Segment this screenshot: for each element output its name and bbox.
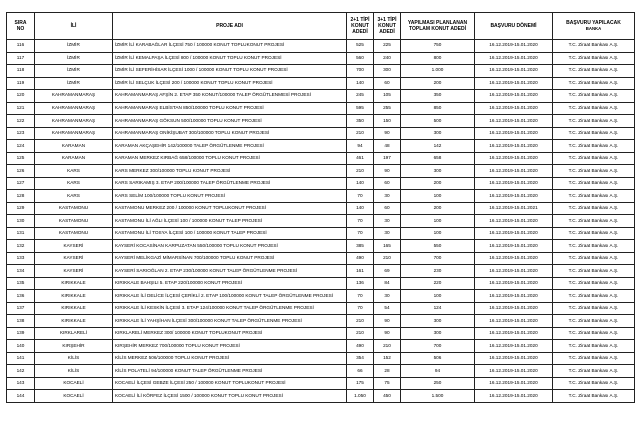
cell-il: KASTAMONU <box>35 227 113 240</box>
cell-tip31: 165 <box>374 240 401 253</box>
cell-tip21: 140 <box>347 177 374 190</box>
cell-banka: T.C. Ziraat Bankası A.Ş. <box>553 202 635 215</box>
cell-banka: T.C. Ziraat Bankası A.Ş. <box>553 340 635 353</box>
table-row <box>7 290 635 303</box>
cell-tip21: 1.050 <box>347 390 374 403</box>
table-row <box>7 152 635 165</box>
cell-tip21: 490 <box>347 252 374 265</box>
cell-il: İZMİR <box>35 65 113 78</box>
cell-donem: 16.12.2019-15.01.2020 <box>475 65 553 78</box>
cell-no: 143 <box>7 377 35 390</box>
cell-tip21: 595 <box>347 102 374 115</box>
cell-tip21: 70 <box>347 290 374 303</box>
cell-tip31: 30 <box>374 190 401 203</box>
cell-toplam: 230 <box>401 265 475 278</box>
cell-tip31: 30 <box>374 227 401 240</box>
cell-il: KASTAMONU <box>35 215 113 228</box>
cell-donem: 16.12.2019-15.01.2020 <box>475 352 553 365</box>
cell-toplam: 700 <box>401 252 475 265</box>
table-row <box>7 177 635 190</box>
cell-donem: 16.12.2019-15.01.2020 <box>475 302 553 315</box>
cell-donem: 16.12.2019-15.01.2020 <box>475 40 553 53</box>
cell-banka: T.C. Ziraat Bankası A.Ş. <box>553 115 635 128</box>
cell-donem: 16.12.2019-15.01.2020 <box>475 90 553 103</box>
cell-toplam: 700 <box>401 340 475 353</box>
header-tip21: 2+1 TİPİ KONUT ADEDİ <box>347 13 374 40</box>
cell-tip31: 54 <box>374 302 401 315</box>
table-row <box>7 277 635 290</box>
cell-tip21: 525 <box>347 40 374 53</box>
cell-banka: T.C. Ziraat Bankası A.Ş. <box>553 327 635 340</box>
cell-tip31: 225 <box>374 40 401 53</box>
cell-donem: 16.12.2019-15.01.2020 <box>475 152 553 165</box>
table-row <box>7 115 635 128</box>
cell-tip31: 105 <box>374 90 401 103</box>
cell-toplam: 200 <box>401 177 475 190</box>
cell-donem: 16.12.2019-15.01.2020 <box>475 177 553 190</box>
cell-proje: İZMİR İLİ KEMALPAŞA İLÇESİ 800 / 100000 KONUT TOPLU KONUT PROJESİ <box>113 52 347 65</box>
cell-tip21: 70 <box>347 215 374 228</box>
cell-banka: T.C. Ziraat Bankası A.Ş. <box>553 215 635 228</box>
cell-tip31: 150 <box>374 115 401 128</box>
cell-tip21: 140 <box>347 77 374 90</box>
cell-tip21: 210 <box>347 315 374 328</box>
table-row <box>7 252 635 265</box>
cell-proje: KAYSERİ MELİKGAZİ MİMARSİNAN 700/100000 TOPLU KONUT PROJESİ <box>113 252 347 265</box>
cell-il: KIRIKKALE <box>35 315 113 328</box>
cell-toplam: 300 <box>401 127 475 140</box>
cell-no: 141 <box>7 352 35 365</box>
table-row <box>7 302 635 315</box>
cell-no: 131 <box>7 227 35 240</box>
cell-tip21: 70 <box>347 302 374 315</box>
cell-tip31: 90 <box>374 165 401 178</box>
cell-tip21: 140 <box>347 202 374 215</box>
cell-tip31: 210 <box>374 340 401 353</box>
table-row <box>7 377 635 390</box>
cell-proje: KİLİS MERKEZ 506/100000 TOPLU KONUT PROJESİ <box>113 352 347 365</box>
cell-proje: KARS SELİM 100/100000 TOPLU KONUT PROJESİ <box>113 190 347 203</box>
cell-toplam: 100 <box>401 215 475 228</box>
project-table <box>6 12 635 403</box>
cell-toplam: 850 <box>401 102 475 115</box>
table-row <box>7 227 635 240</box>
cell-il: KAHRAMANMARAŞ <box>35 102 113 115</box>
cell-il: KARS <box>35 190 113 203</box>
header-tip31: 3+1 TİPİ KONUT ADEDİ <box>374 13 401 40</box>
table-row <box>7 65 635 78</box>
table-row <box>7 265 635 278</box>
cell-tip31: 450 <box>374 390 401 403</box>
cell-no: 125 <box>7 152 35 165</box>
cell-no: 136 <box>7 290 35 303</box>
table-row <box>7 215 635 228</box>
cell-no: 132 <box>7 240 35 253</box>
cell-donem: 16.12.2019-15.01.2020 <box>475 227 553 240</box>
cell-no: 116 <box>7 40 35 53</box>
cell-donem: 16.12.2019-15.01.2020 <box>475 390 553 403</box>
cell-proje: KARS SARIKAMIŞ 3. ETAP 200/100000 TALEP ÖRGÜTLENME PROJESİ <box>113 177 347 190</box>
cell-proje: KIRKLARELİ MERKEZ 300/ 100000 KONUT TOPLUKONUT PROJESİ <box>113 327 347 340</box>
cell-proje: KASTAMONU İLİ AĞLI İLÇESİ 100 / 100000 KONUT TALEP PROJESİ <box>113 215 347 228</box>
cell-proje: KARS MERKEZ 300/100000 TOPLU KONUT PROJESİ <box>113 165 347 178</box>
cell-tip21: 350 <box>347 115 374 128</box>
cell-donem: 16.12.2019-15.01.2020 <box>475 290 553 303</box>
cell-tip31: 240 <box>374 52 401 65</box>
cell-proje: KİLİS POLATELİ 94/100000 KONUT TALEP ÖRGÜTLENME PROJESİ <box>113 365 347 378</box>
cell-proje: KAHRAMANMARAŞ AFŞİN 2. ETAP 350 KONUT/100000 TALEP ÖRGÜTLENMESİ PROJESİ <box>113 90 347 103</box>
cell-banka: T.C. Ziraat Bankası A.Ş. <box>553 190 635 203</box>
cell-proje: KASTAMONU İLİ TOSYA İLÇESİ 100 / 100000 KONUT TALEP PROJESİ <box>113 227 347 240</box>
cell-banka: T.C. Ziraat Bankası A.Ş. <box>553 352 635 365</box>
cell-proje: KAYSERİ KOCASİNAN KARPUZATAN 550/100000 TOPLU KONUT PROJESİ <box>113 240 347 253</box>
cell-toplam: 124 <box>401 302 475 315</box>
cell-donem: 16.12.2019-15.01.2020 <box>475 240 553 253</box>
cell-no: 138 <box>7 315 35 328</box>
cell-no: 122 <box>7 115 35 128</box>
cell-toplam: 100 <box>401 227 475 240</box>
cell-tip31: 30 <box>374 215 401 228</box>
cell-proje: KAHRAMANMARAŞ ELBİSTAN 850/100000 TOPLU KONUT PROJESİ <box>113 102 347 115</box>
cell-proje: KOCAELİ İLİ KÖRFEZ İLÇESİ 1500 / 100000 KONUT TOPLU KONUT PROJESİ <box>113 390 347 403</box>
cell-tip31: 300 <box>374 65 401 78</box>
cell-donem: 16.12.2019-15.01.2020 <box>475 365 553 378</box>
cell-proje: KIRIKKALE BAHŞILI 5. ETAP 220/100000 KONUT PROJESİ <box>113 277 347 290</box>
cell-il: KAYSERİ <box>35 240 113 253</box>
header-banka: BAŞVURU YAPILACAK BANKA <box>553 13 635 40</box>
table-row <box>7 52 635 65</box>
cell-tip21: 385 <box>347 240 374 253</box>
cell-tip31: 197 <box>374 152 401 165</box>
cell-banka: T.C. Ziraat Bankası A.Ş. <box>553 152 635 165</box>
table-row <box>7 315 635 328</box>
cell-banka: T.C. Ziraat Bankası A.Ş. <box>553 90 635 103</box>
cell-il: KARS <box>35 177 113 190</box>
table-row <box>7 390 635 403</box>
cell-tip31: 152 <box>374 352 401 365</box>
cell-banka: T.C. Ziraat Bankası A.Ş. <box>553 40 635 53</box>
cell-proje: KIRIKKALE İLİ KESKİN İLÇESİ 3. ETAP 124/100000 KONUT TALEP ÖRGÜTLENME PROJESİ <box>113 302 347 315</box>
cell-tip21: 210 <box>347 165 374 178</box>
cell-banka: T.C. Ziraat Bankası A.Ş. <box>553 365 635 378</box>
cell-banka: T.C. Ziraat Bankası A.Ş. <box>553 240 635 253</box>
cell-tip21: 136 <box>347 277 374 290</box>
cell-tip31: 30 <box>374 290 401 303</box>
table-row <box>7 327 635 340</box>
cell-toplam: 100 <box>401 190 475 203</box>
cell-no: 119 <box>7 77 35 90</box>
cell-tip31: 28 <box>374 365 401 378</box>
table-row <box>7 340 635 353</box>
cell-banka: T.C. Ziraat Bankası A.Ş. <box>553 277 635 290</box>
table-row <box>7 365 635 378</box>
cell-tip31: 60 <box>374 202 401 215</box>
cell-banka: T.C. Ziraat Bankası A.Ş. <box>553 65 635 78</box>
cell-banka: T.C. Ziraat Bankası A.Ş. <box>553 252 635 265</box>
cell-il: KAYSERİ <box>35 252 113 265</box>
cell-tip21: 175 <box>347 377 374 390</box>
cell-proje: İZMİR İLİ KARABAĞLAR İLÇESİ 750 / 100000 KONUT TOPLUKONUT PROJESİ <box>113 40 347 53</box>
cell-toplam: 200 <box>401 77 475 90</box>
cell-toplam: 506 <box>401 352 475 365</box>
cell-proje: KARAMAN AKÇAŞEHİR 142/100000 TALEP ÖRGÜTLENME PROJESİ <box>113 140 347 153</box>
cell-toplam: 300 <box>401 315 475 328</box>
cell-banka: T.C. Ziraat Bankası A.Ş. <box>553 102 635 115</box>
cell-tip21: 161 <box>347 265 374 278</box>
cell-il: KOCAELİ <box>35 377 113 390</box>
cell-toplam: 1.000 <box>401 65 475 78</box>
cell-tip31: 60 <box>374 77 401 90</box>
cell-no: 142 <box>7 365 35 378</box>
cell-il: KIRŞEHİR <box>35 340 113 353</box>
cell-no: 120 <box>7 90 35 103</box>
cell-no: 137 <box>7 302 35 315</box>
cell-tip21: 66 <box>347 365 374 378</box>
cell-no: 127 <box>7 177 35 190</box>
cell-il: KIRIKKALE <box>35 302 113 315</box>
cell-proje: İZMİR İLİ SELÇUK İLÇESİ 200 / 100000 KONUT TOPLU KONUT PROJESİ <box>113 77 347 90</box>
cell-proje: KASTAMONU MERKEZ 200 / 100000 KONUT TOPLUKONUT PROJESİ <box>113 202 347 215</box>
cell-donem: 16.12.2019-15.01.2020 <box>475 140 553 153</box>
cell-toplam: 220 <box>401 277 475 290</box>
cell-proje: KIRIKKALE İLİ YAHŞİHAN İLÇESİ 300/100000 KONUT TALEP ÖRGÜTLENME PROJESİ <box>113 315 347 328</box>
cell-tip21: 354 <box>347 352 374 365</box>
cell-toplam: 250 <box>401 377 475 390</box>
cell-donem: 16.12.2019-15.01.2020 <box>475 340 553 353</box>
cell-toplam: 100 <box>401 290 475 303</box>
cell-tip31: 84 <box>374 277 401 290</box>
cell-proje: İZMİR İLİ SEFERİHİSAR İLÇESİ 1000 / 100000 KONUT TOPLU KONUT PROJESİ <box>113 65 347 78</box>
header-planlanan: YAPILMASI PLANLANAN TOPLAM KONUT ADEDİ <box>401 13 475 40</box>
cell-tip31: 75 <box>374 377 401 390</box>
cell-il: KAHRAMANMARAŞ <box>35 90 113 103</box>
cell-no: 117 <box>7 52 35 65</box>
cell-no: 140 <box>7 340 35 353</box>
cell-banka: T.C. Ziraat Bankası A.Ş. <box>553 390 635 403</box>
cell-donem: 16.12.2019-15.01.2021 <box>475 202 553 215</box>
cell-proje: KIRŞEHİR MERKEZ 700/100000 TOPLU KONUT PROJESİ <box>113 340 347 353</box>
cell-donem: 16.12.2019-15.01.2020 <box>475 252 553 265</box>
cell-donem: 16.12.2019-15.01.2020 <box>475 377 553 390</box>
table-row <box>7 202 635 215</box>
header-row <box>7 13 635 40</box>
table-row <box>7 102 635 115</box>
cell-tip21: 700 <box>347 65 374 78</box>
cell-il: KARAMAN <box>35 140 113 153</box>
cell-donem: 16.12.2019-15.01.2020 <box>475 215 553 228</box>
cell-proje: KAYSERİ SARIOĞLAN 2. ETAP 230/100000 KONUT TALEP ÖRGÜTLENME PROJESİ <box>113 265 347 278</box>
cell-no: 118 <box>7 65 35 78</box>
cell-no: 123 <box>7 127 35 140</box>
cell-tip31: 90 <box>374 315 401 328</box>
cell-tip21: 490 <box>347 340 374 353</box>
cell-tip21: 560 <box>347 52 374 65</box>
cell-banka: T.C. Ziraat Bankası A.Ş. <box>553 77 635 90</box>
cell-banka: T.C. Ziraat Bankası A.Ş. <box>553 265 635 278</box>
cell-tip31: 69 <box>374 265 401 278</box>
table-row <box>7 40 635 53</box>
cell-toplam: 200 <box>401 202 475 215</box>
cell-toplam: 550 <box>401 240 475 253</box>
cell-banka: T.C. Ziraat Bankası A.Ş. <box>553 290 635 303</box>
cell-donem: 16.12.2019-15.01.2020 <box>475 277 553 290</box>
cell-il: KAHRAMANMARAŞ <box>35 127 113 140</box>
cell-il: KİLİS <box>35 352 113 365</box>
cell-no: 144 <box>7 390 35 403</box>
cell-donem: 16.12.2019-15.01.2020 <box>475 327 553 340</box>
cell-no: 134 <box>7 265 35 278</box>
cell-tip31: 90 <box>374 127 401 140</box>
header-il: İLİ <box>35 13 113 40</box>
cell-banka: T.C. Ziraat Bankası A.Ş. <box>553 177 635 190</box>
cell-il: KAYSERİ <box>35 265 113 278</box>
cell-tip21: 245 <box>347 90 374 103</box>
header-proje: PROJE ADI <box>113 13 347 40</box>
cell-proje: KAHRAMANMARAŞ GÖKSUN 500/100000 TOPLU KONUT PROJESİ <box>113 115 347 128</box>
cell-donem: 16.12.2019-15.01.2020 <box>475 77 553 90</box>
cell-il: İZMİR <box>35 52 113 65</box>
cell-tip21: 210 <box>347 127 374 140</box>
cell-proje: KIRIKKALE İLİ DELİCE İLÇESİ ÇERİKLİ 2. ETAP 100/100000 KONUT TALEP ÖRGÜTLENME PROJESİ <box>113 290 347 303</box>
cell-toplam: 142 <box>401 140 475 153</box>
cell-il: KASTAMONU <box>35 202 113 215</box>
cell-tip21: 210 <box>347 327 374 340</box>
cell-toplam: 94 <box>401 365 475 378</box>
cell-proje: KAHRAMANMARAŞ ONİKİŞUBAT 300/100000 TOPLU KONUT PROJESİ <box>113 127 347 140</box>
cell-toplam: 1.500 <box>401 390 475 403</box>
cell-tip31: 90 <box>374 327 401 340</box>
cell-banka: T.C. Ziraat Bankası A.Ş. <box>553 127 635 140</box>
cell-tip21: 70 <box>347 190 374 203</box>
table-row <box>7 127 635 140</box>
table-row <box>7 190 635 203</box>
cell-banka: T.C. Ziraat Bankası A.Ş. <box>553 315 635 328</box>
cell-proje: KARAMAN MERKEZ KIRBAĞ 658/100000 TOPLU KONUT PROJESİ <box>113 152 347 165</box>
cell-banka: T.C. Ziraat Bankası A.Ş. <box>553 302 635 315</box>
cell-no: 124 <box>7 140 35 153</box>
cell-no: 130 <box>7 215 35 228</box>
cell-il: KİLİS <box>35 365 113 378</box>
header-sira-no: SIRA NO <box>7 13 35 40</box>
cell-donem: 16.12.2019-15.01.2020 <box>475 52 553 65</box>
cell-il: İZMİR <box>35 77 113 90</box>
cell-tip31: 60 <box>374 177 401 190</box>
cell-toplam: 300 <box>401 327 475 340</box>
cell-proje: KOCAELİ İLÇESİ GEBZE İLÇESİ 250 / 100000 KONUT TOPLUKONUT PROJESİ <box>113 377 347 390</box>
cell-no: 139 <box>7 327 35 340</box>
cell-donem: 16.12.2019-15.01.2020 <box>475 127 553 140</box>
cell-donem: 16.12.2019-15.01.2020 <box>475 102 553 115</box>
cell-il: KIRKLARELİ <box>35 327 113 340</box>
cell-banka: T.C. Ziraat Bankası A.Ş. <box>553 377 635 390</box>
cell-no: 129 <box>7 202 35 215</box>
cell-tip21: 461 <box>347 152 374 165</box>
cell-toplam: 350 <box>401 90 475 103</box>
cell-tip31: 255 <box>374 102 401 115</box>
cell-donem: 16.12.2019-15.01.2020 <box>475 315 553 328</box>
cell-donem: 16.12.2019-15.01.2020 <box>475 165 553 178</box>
cell-donem: 16.12.2019-15.01.2020 <box>475 115 553 128</box>
cell-no: 126 <box>7 165 35 178</box>
table-row <box>7 240 635 253</box>
cell-banka: T.C. Ziraat Bankası A.Ş. <box>553 165 635 178</box>
cell-no: 135 <box>7 277 35 290</box>
cell-il: KARS <box>35 165 113 178</box>
cell-toplam: 800 <box>401 52 475 65</box>
cell-no: 133 <box>7 252 35 265</box>
table-row <box>7 165 635 178</box>
cell-toplam: 300 <box>401 165 475 178</box>
cell-banka: T.C. Ziraat Bankası A.Ş. <box>553 140 635 153</box>
cell-banka: T.C. Ziraat Bankası A.Ş. <box>553 227 635 240</box>
cell-toplam: 658 <box>401 152 475 165</box>
cell-donem: 16.12.2019-15.01.2020 <box>475 265 553 278</box>
cell-il: KIRIKKALE <box>35 277 113 290</box>
cell-il: KOCAELİ <box>35 390 113 403</box>
cell-il: İZMİR <box>35 40 113 53</box>
cell-il: KAHRAMANMARAŞ <box>35 115 113 128</box>
cell-no: 128 <box>7 190 35 203</box>
cell-no: 121 <box>7 102 35 115</box>
table-row <box>7 77 635 90</box>
table-row <box>7 90 635 103</box>
cell-tip31: 210 <box>374 252 401 265</box>
cell-il: KARAMAN <box>35 152 113 165</box>
cell-tip21: 70 <box>347 227 374 240</box>
table-row <box>7 140 635 153</box>
cell-toplam: 750 <box>401 40 475 53</box>
table-row <box>7 352 635 365</box>
cell-toplam: 500 <box>401 115 475 128</box>
cell-tip31: 48 <box>374 140 401 153</box>
cell-donem: 16.12.2019-15.01.2020 <box>475 190 553 203</box>
cell-banka: T.C. Ziraat Bankası A.Ş. <box>553 52 635 65</box>
cell-tip21: 94 <box>347 140 374 153</box>
cell-il: KIRIKKALE <box>35 290 113 303</box>
header-donem: BAŞVURU DÖNEMİ <box>475 13 553 40</box>
